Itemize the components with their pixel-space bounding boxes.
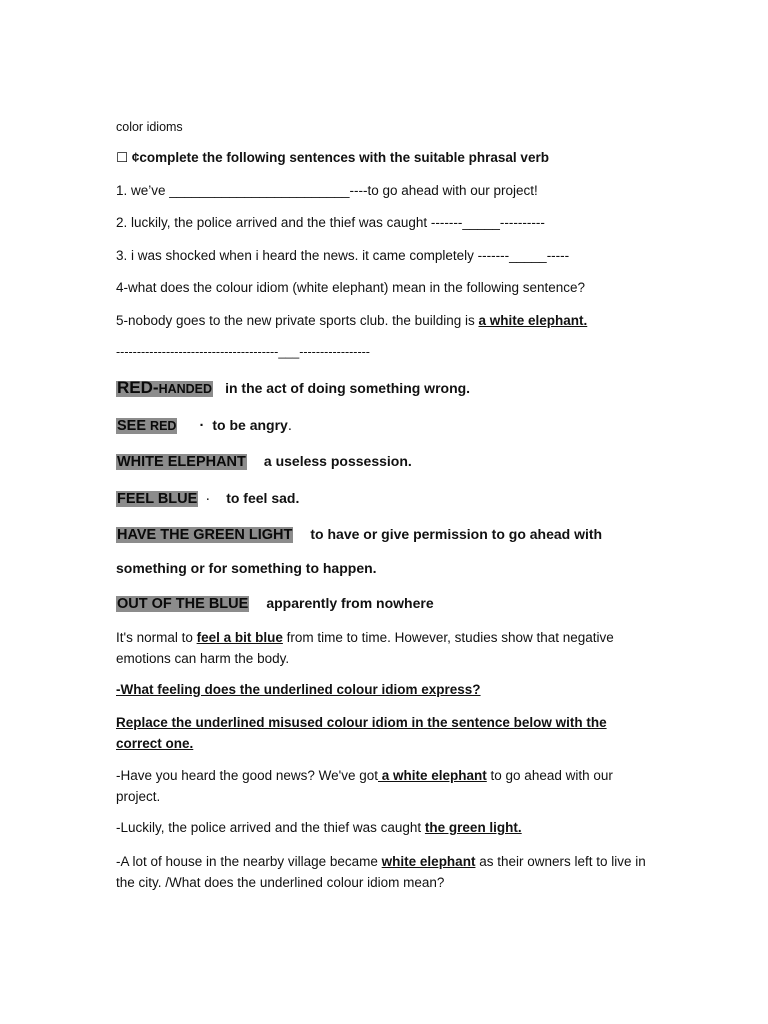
- question-feeling: -What feeling does the underlined colour idiom express?: [116, 682, 481, 697]
- question-2: 2. luckily, the police arrived and the thief was caught -------_____----------: [116, 215, 545, 230]
- idiom-out-of-blue: [116, 592, 434, 615]
- idiom-feel-blue-definition: to feel sad.: [226, 490, 300, 506]
- idiom-green-light-definition: to have or give permission to go ahead with: [310, 526, 603, 542]
- idiom-see-red: [116, 414, 292, 437]
- idiom-green-light: [116, 523, 602, 546]
- idiom-white-elephant-definition: a useless possession.: [263, 453, 412, 469]
- sentence-3: [116, 851, 656, 893]
- idiom-white-elephant-head: WHITE ELEPHANT: [117, 454, 246, 470]
- idiom-see-red-period: .: [287, 418, 292, 434]
- idiom-see-red-head-b: RED: [150, 419, 177, 433]
- passage-pre: It's normal to: [116, 630, 197, 645]
- question-5-text: 5-nobody goes to the new private sports club. the building is: [116, 313, 479, 328]
- idiom-white-elephant: [116, 450, 412, 473]
- idiom-red-handed-head: [116, 378, 213, 397]
- sentence-1-post: to go ahead with our project.: [116, 768, 613, 804]
- sentence-1-pre: -Have you heard the good news? We've got: [116, 768, 378, 783]
- answer-line: ---------------------------------------___-----------------: [116, 345, 370, 359]
- question-4: 4-what does the colour idiom (white elephant) mean in the following sentence?: [116, 280, 586, 295]
- passage-post: from time to time. However, studies show that negative emotions can harm the body.: [116, 630, 614, 666]
- passage-idiom: feel a bit blue: [196, 630, 283, 645]
- idiom-see-red-head: [116, 418, 177, 434]
- doc-title: color idioms: [116, 120, 183, 134]
- idiom-red-handed-definition: in the act of doing something wrong.: [225, 380, 471, 396]
- idiom-green-light-definition-cont: something or for something to happen.: [116, 560, 377, 576]
- question-1: 1. we’ve ________________________----to go ahead with our project!: [116, 183, 538, 198]
- sentence-3-idiom: white elephant: [381, 854, 476, 869]
- idiom-see-red-head-a: SEE: [117, 418, 151, 434]
- idiom-red-handed-head-big: RED-: [117, 378, 159, 397]
- idiom-red-handed: [116, 377, 470, 400]
- idiom-see-red-definition: to be angry: [212, 417, 288, 433]
- sentence-2-idiom: the green light.: [424, 820, 522, 835]
- question-5-idiom: a white elephant.: [478, 313, 588, 328]
- bullet-icon: ·: [205, 491, 211, 507]
- instruction: ☐ ¢complete the following sentences with the suitable phrasal verb: [116, 150, 549, 165]
- idiom-green-light-continued: [116, 557, 377, 580]
- idiom-out-of-blue-definition: apparently from nowhere: [266, 595, 434, 611]
- sentence-2: [116, 819, 522, 837]
- question-3: 3. i was shocked when i heard the news. it came completely -------_____-----: [116, 248, 570, 263]
- question-5: [116, 312, 587, 330]
- sentence-3-pre: -A lot of house in the nearby village became: [116, 854, 382, 869]
- idiom-red-handed-head-rest: HANDED: [158, 382, 213, 396]
- passage: [116, 627, 656, 669]
- question-replace: Replace the underlined misused colour idiom in the sentence below with the correct one.: [116, 715, 607, 751]
- sentence-1: [116, 765, 656, 807]
- bullet-icon: ·: [199, 418, 205, 434]
- sentence-2-pre: -Luckily, the police arrived and the thief was caught: [116, 820, 425, 835]
- idiom-green-light-head: HAVE THE GREEN LIGHT: [117, 527, 293, 543]
- sentence-3-post: as their owners left to live in the city. /What does the underlined colour idiom mean?: [116, 854, 646, 890]
- idiom-feel-blue: [116, 487, 299, 510]
- sentence-1-idiom: a white elephant: [378, 768, 487, 783]
- idiom-feel-blue-head: FEEL BLUE: [117, 491, 198, 507]
- idiom-out-of-blue-head: OUT OF THE BLUE: [117, 596, 249, 612]
